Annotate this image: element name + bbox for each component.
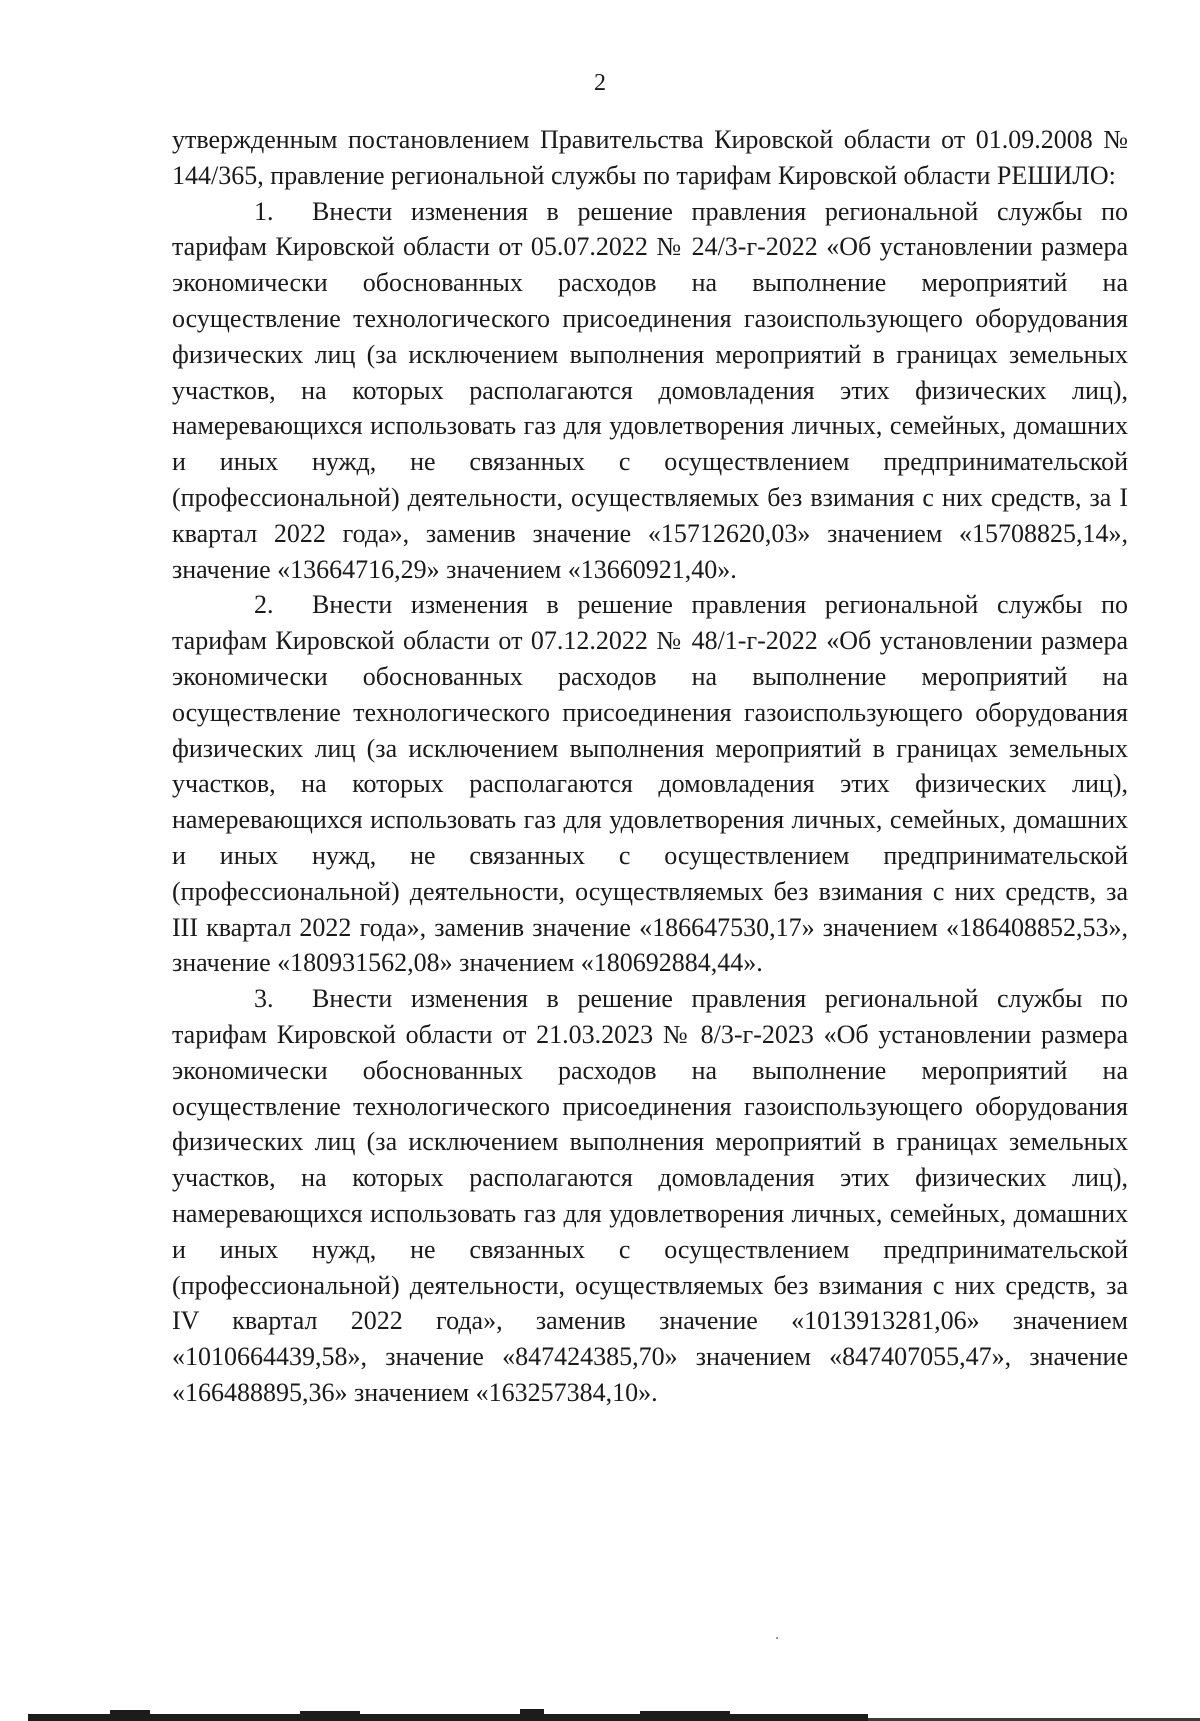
document-body (172, 122, 1128, 1411)
item-number: 3. (254, 984, 274, 1014)
intro-paragraph: утвержденным постановлением Правительства Кировской области от 01.09.2008 № 144/365, правление региональной службы по тарифам Кировской области РЕШИЛО: (172, 125, 1128, 190)
list-item-2 (172, 587, 1128, 981)
item-number: 1. (254, 196, 274, 226)
list-item-3 (172, 981, 1128, 1411)
item-text: Внести изменения в решение правления региональной службы по тарифам Кировской области от 21.03.2023 № 8/3-г-2023 «Об установлении размера экономически обоснованных расходов на выполнение мероприятий на осуществление технологического присоединения газоиспользующего оборудования физических лиц (за исключением выполнения мероприятий в границах земельных участков, на которых располагаются домовладения этих физических лиц), намеревающихся использовать газ для удовлетворения личных, семейных, домашних и иных нужд, не связанных с осуществлением предпринимательской (профессиональной) деятельности, осуществляемых без взимания с них средств, за IV квартал 2022 года», заменив значение «1013913281,06» значением «1010664439,58», значение «847424385,70» значением «847407055,47», значение «166488895,36» значением «163257384,10». (172, 984, 1128, 1407)
item-number: 2. (254, 590, 274, 620)
item-text: Внести изменения в решение правления региональной службы по тарифам Кировской области от 05.07.2022 № 24/3-г-2022 «Об установлении размера экономически обоснованных расходов на выполнение мероприятий на осуществление технологического присоединения газоиспользующего оборудования физических лиц (за исключением выполнения мероприятий в границах земельных участков, на которых располагаются домовладения этих физических лиц), намеревающихся использовать газ для удовлетворения личных, семейных, домашних и иных нужд, не связанных с осуществлением предпринимательской (профессиональной) деятельности, осуществляемых без взимания с них средств, за I квартал 2022 года», заменив значение «15712620,03» значением «15708825,14», значение «13664716,29» значением «13660921,40». (172, 196, 1128, 584)
scan-edge-artifact (0, 1707, 1200, 1721)
scan-speck (776, 1637, 778, 1639)
page-number: 2 (594, 70, 606, 96)
item-text: Внести изменения в решение правления региональной службы по тарифам Кировской области от 07.12.2022 № 48/1-г-2022 «Об установлении размера экономически обоснованных расходов на выполнение мероприятий на осуществление технологического присоединения газоиспользующего оборудования физических лиц (за исключением выполнения мероприятий в границах земельных участков, на которых располагаются домовладения этих физических лиц), намеревающихся использовать газ для удовлетворения личных, семейных, домашних и иных нужд, не связанных с осуществлением предпринимательской (профессиональной) деятельности, осуществляемых без взимания с них средств, за III квартал 2022 года», заменив значение «186647530,17» значением «186408852,53», значение «180931562,08» значением «180692884,44». (172, 590, 1128, 978)
list-item-1 (172, 194, 1128, 588)
